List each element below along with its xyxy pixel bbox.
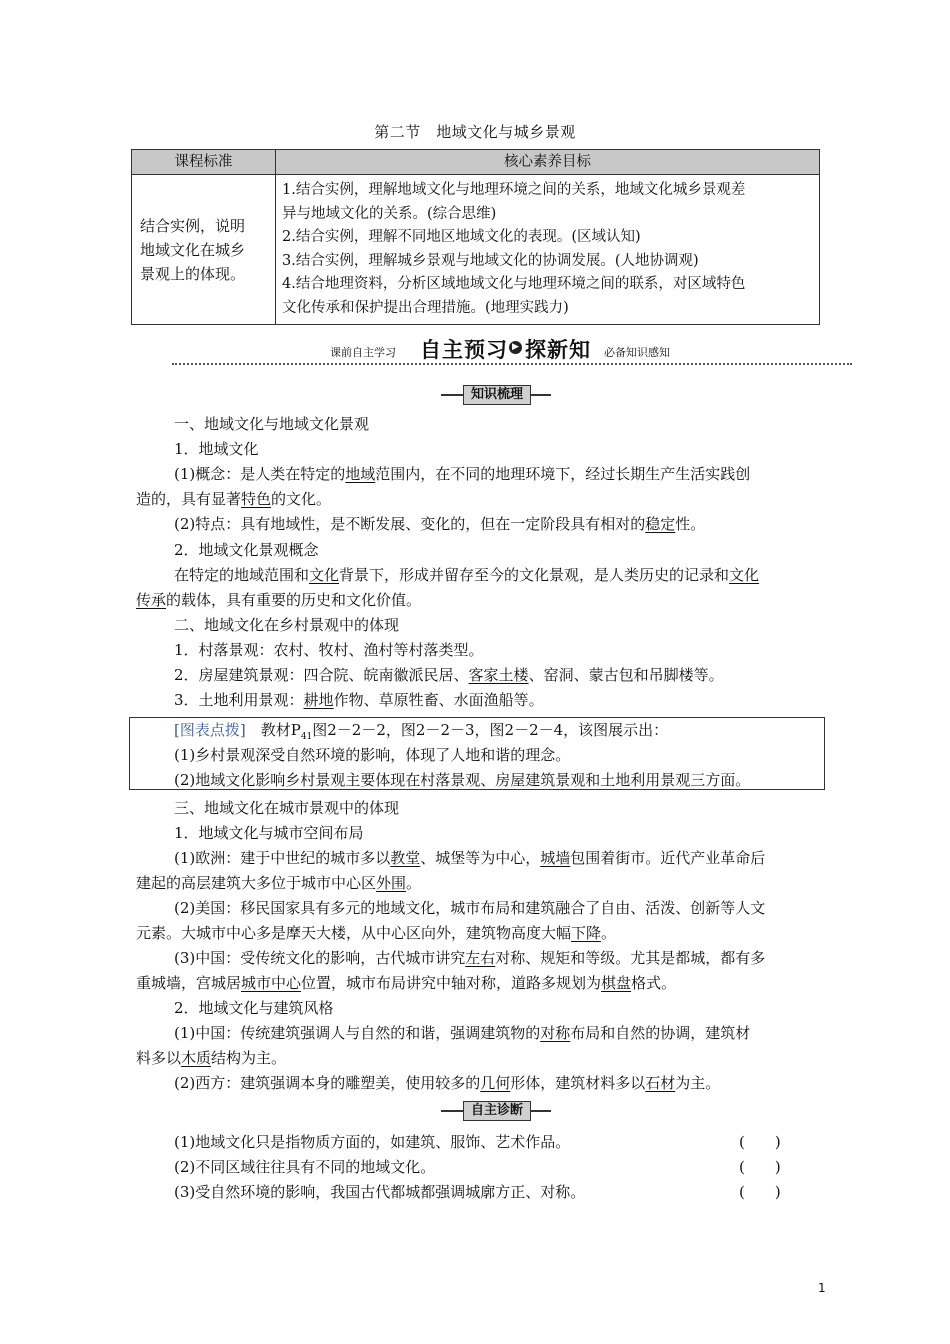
paragraph-line: 重城墙，宫城居城市中心位置，城市布局讲究中轴对称，道路多规划为棋盘格式。	[136, 974, 677, 992]
callout-tag: [图表点拨]	[174, 721, 246, 739]
diagnosis-item: (3)受自然环境的影响，我国古代都城都强调城廓方正、对称。	[174, 1183, 586, 1201]
diagnosis-item: (1)地域文化只是指物质方面的，如建筑、服饰、艺术作品。	[174, 1133, 571, 1151]
fill-blank-answer: 传承	[136, 591, 167, 609]
page-title: 第二节 地域文化与城乡景观	[374, 123, 576, 141]
paragraph-line: 造的，具有显著特色的文化。	[136, 490, 332, 508]
fill-blank-answer: 对称	[540, 1024, 571, 1042]
paragraph-line: (1)概念：是人类在特定的地域范围内，在不同的地理环境下，经过长期生产生活实践创	[174, 465, 751, 483]
paragraph-line: (2)特点：具有地域性，是不断发展、变化的，但在一定阶段具有相对的稳定性。	[174, 515, 706, 533]
fill-blank-answer: 耕地	[303, 691, 334, 709]
goals-cell	[276, 175, 820, 325]
banner-title-right: 探新知	[525, 338, 591, 362]
fill-blank-answer: 客家土楼	[468, 666, 529, 684]
paragraph-line: (3)中国：受传统文化的影响，古代城市讲究左右对称、规矩和等级。尤其是都城，都有多	[174, 949, 766, 967]
fill-blank-answer: 城墙	[540, 849, 571, 867]
goal-line: 2.结合实例，理解不同地区地域文化的表现。(区域认知)	[282, 229, 641, 245]
fill-blank-answer: 几何	[480, 1074, 511, 1092]
banner-dotted-rule	[172, 363, 852, 365]
header-core-goals: 核心素养目标	[276, 150, 820, 175]
paragraph-line: (2)美国：移民国家具有多元的地域文化，城市布局和建筑融合了自由、活泼、创新等人文	[174, 899, 766, 917]
fill-blank-answer: 石材	[645, 1074, 676, 1092]
goal-line: 4.结合地理资料，分析区域地域文化与地理环境之间的联系，对区域特色	[282, 276, 746, 292]
section-header-label: 自主诊断	[463, 1101, 531, 1121]
section-header-knowledge	[441, 385, 551, 405]
answer-blank[interactable]: ( )	[739, 1133, 781, 1151]
paragraph-line: (1)欧洲：建于中世纪的城市多以教堂、城堡等为中心，城墙包围着街市。近代产业革命后	[174, 849, 766, 867]
table-header-row	[132, 150, 820, 175]
paragraph-line: 1．村落景观：农村、牧村、渔村等村落类型。	[174, 641, 484, 659]
section-header-diagnosis	[441, 1101, 551, 1121]
callout-line: (2)地域文化影响乡村景观主要体现在村落景观、房屋建筑景观和土地利用景观三方面。	[174, 771, 751, 789]
diagnosis-item: (2)不同区域往往具有不同的地域文化。	[174, 1158, 436, 1176]
callout-line: (1)乡村景观深受自然环境的影响，体现了人地和谐的理念。	[174, 746, 571, 764]
header-curriculum-standard: 课程标准	[132, 150, 276, 175]
answer-blank[interactable]: ( )	[739, 1183, 781, 1201]
paragraph-line: (1)中国：传统建筑强调人与自然的和谐，强调建筑物的对称布局和自然的协调，建筑材	[174, 1024, 751, 1042]
standard-cell	[132, 175, 276, 325]
fill-blank-answer: 文化	[729, 566, 760, 584]
subheading: 2．地域文化与建筑风格	[174, 999, 334, 1017]
standard-line: 结合实例，说明	[140, 216, 246, 235]
heading-1: 一、地域文化与地域文化景观	[174, 415, 370, 433]
fill-blank-answer: 城市中心	[241, 974, 302, 992]
standards-table	[131, 149, 820, 325]
fill-blank-answer: 文化	[309, 566, 340, 584]
subheading: 2．地域文化景观概念	[174, 541, 319, 559]
goal-line: 文化传承和保护提出合理措施。(地理实践力)	[282, 299, 569, 316]
fill-blank-answer: 特色	[241, 490, 272, 508]
heading-2: 二、地域文化在乡村景观中的体现	[174, 616, 400, 634]
section-header-label: 知识梳理	[463, 385, 531, 405]
paragraph-line: 元素。大城市中心多是摩天大楼，从中心区向外，建筑物高度大幅下降。	[136, 924, 617, 942]
paragraph-line: 传承的载体，具有重要的历史和文化价值。	[136, 591, 422, 609]
callout-line: [图表点拨] 教材$P_{41}$图2－2－2，图2－2－3，图2－2－4，该图展示出：	[174, 721, 669, 742]
arrow-right-icon: ▶	[509, 341, 522, 354]
paragraph-line: 2．房屋建筑景观：四合院、皖南徽派民居、客家土楼、窑洞、蒙古包和吊脚楼等。	[174, 666, 724, 684]
fill-blank-answer: 地域	[345, 465, 376, 483]
answer-blank[interactable]: ( )	[739, 1158, 781, 1176]
fill-blank-answer: 下降	[571, 924, 602, 942]
fill-blank-answer: 稳定	[645, 515, 676, 533]
fill-blank-answer: 教堂	[390, 849, 421, 867]
banner-left-label: 课前自主学习	[330, 346, 396, 359]
heading-3: 三、地域文化在城市景观中的体现	[174, 799, 400, 817]
paragraph-line: (2)西方：建筑强调本身的雕塑美，使用较多的几何形体，建筑材料多以石材为主。	[174, 1074, 721, 1092]
banner-title-left: 自主预习	[420, 338, 508, 362]
paragraph-line: 料多以木质结构为主。	[136, 1049, 287, 1067]
goal-line: 异与地域文化的关系。(综合思维)	[282, 205, 497, 222]
page-number: 1	[818, 1281, 826, 1295]
banner-right-label: 必备知识感知	[604, 346, 670, 359]
goal-line: 1.结合实例，理解地域文化与地理环境之间的关系，地域文化城乡景观差	[282, 182, 746, 198]
fill-blank-answer: 棋盘	[601, 974, 632, 992]
standard-line: 景观上的体现。	[140, 264, 246, 283]
paragraph-line: 在特定的地域范围和文化背景下，形成并留存至今的文化景观，是人类历史的记录和文化	[174, 566, 760, 584]
table-row	[132, 175, 820, 325]
goal-line: 3.结合实例，理解城乡景观与地域文化的协调发展。(人地协调观)	[282, 252, 699, 269]
subheading: 1．地域文化与城市空间布局	[174, 824, 364, 842]
fill-blank-answer: 木质	[181, 1049, 212, 1067]
paragraph-line: 建起的高层建筑大多位于城市中心区外围。	[136, 874, 422, 892]
standard-line: 地域文化在城乡	[140, 240, 246, 259]
section-banner	[172, 335, 852, 365]
fill-blank-answer: 左右	[465, 949, 496, 967]
paragraph-line: 3．土地利用景观：耕地作物、草原牲畜、水面渔船等。	[174, 691, 544, 709]
subheading: 1．地域文化	[174, 440, 259, 458]
fill-blank-answer: 外围	[376, 874, 407, 892]
